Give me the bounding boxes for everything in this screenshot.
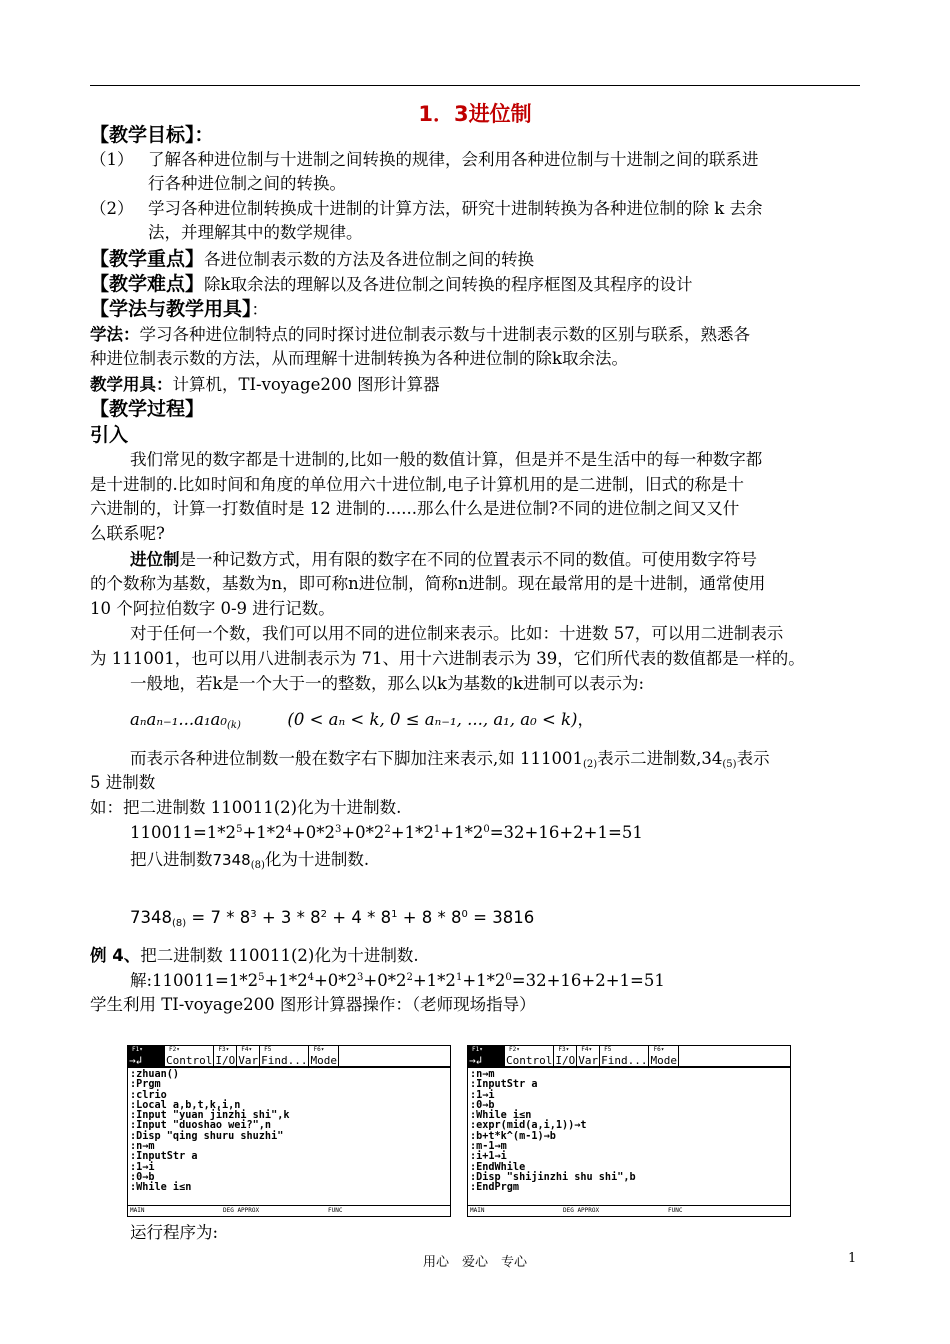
study-method-line1: 学法：学习各种进位制特点的同时探讨进位制表示数与十进制表示数的区别与联系，熟悉各 (90, 325, 750, 344)
menu-var: F4▾ Var (238, 1046, 259, 1067)
definition-line2: 的个数称为基数，基数为n，即可称n进位制，简称n进制。现在最常用的是十进制，通常使用 (90, 574, 766, 593)
intro-para-line1: 我们常见的数字都是十进制的,比如一般的数值计算，但是并不是生活中的每一种数字都 (130, 450, 763, 469)
program-line: :While i≤n (130, 1182, 192, 1194)
example-para-line1: 对于任何一个数，我们可以用不同的进位制来表示。比如：十进数 57，可以用二进制表示 (130, 624, 784, 643)
calculator-menubar (468, 1046, 790, 1068)
menu-var: F4▾ Var (578, 1046, 599, 1067)
program-listing (128, 1068, 450, 1196)
objective-1-line2: 行各种进位制之间的转换。 (148, 174, 346, 193)
program-line: :b+t*k^(m-1)→b (470, 1130, 556, 1142)
objective-2-line2: 法，并理解其中的数学规律。 (148, 223, 363, 242)
program-line: :Disp "shijinzhi shu shi",b (470, 1171, 636, 1183)
program-line: :EndPrgm (470, 1182, 520, 1194)
example1-calculation: $110011=1*2^5+1*2^4+0*2^3+0*2^2+1*2^1+1*2^0=32+16+2+1=51$ (130, 823, 643, 842)
page-number: 1 (848, 1251, 857, 1266)
notation-line1: 而表示各种进位制数一般在数字右下脚加注来表示,如 $111001_{(2)}$表示二进制数$,34_{(5)}$表示 (130, 749, 770, 770)
header-rule (90, 85, 860, 86)
objective-2-line1: （2） 学习各种进位制转换成十进制的计算方法，研究十进制转换为各种进位制的除 k 去余 (90, 199, 763, 218)
example-para-line2: 为 111001，也可以用八进制表示为 71、用十六进制表示为 39，它们所代表的数值都是一样的。 (90, 649, 805, 668)
calculator-menubar (128, 1046, 450, 1068)
program-line: :n→m (470, 1069, 495, 1080)
program-line: :Local a,b,t,k,i,n (130, 1099, 241, 1111)
program-line: :While i≤n (470, 1110, 532, 1122)
program-line: :0→b (470, 1099, 495, 1111)
program-listing (468, 1068, 790, 1196)
intro-para-line4: 么联系呢? (90, 524, 165, 543)
run-program-line: 运行程序为: (130, 1223, 219, 1242)
general-line: 一般地，若k是一个大于一的整数，那么以k为基数的k进制可以表示为: (130, 674, 645, 693)
calculator-status-bar: MAIN DEG APPROX FUNC (128, 1205, 450, 1216)
notation-line2: 5 进制数 (90, 773, 156, 792)
example4-question: 例 4、把二进制数 110011(2)化为十进制数. (90, 946, 419, 965)
process-heading: 【教学过程】 (90, 398, 205, 420)
menu-mode: F6▾ Mode (310, 1046, 337, 1067)
tools-line: 教学用具：计算机，TI-voyage200 图形计算器 (90, 375, 440, 394)
example4-solution: 解$:110011=1*2^5+1*2^4+0*2^3+0*2^2+1*2^1+1*2^0=32+16+2+1=51$ (130, 971, 665, 990)
program-line: :0→b (130, 1171, 155, 1183)
example1-question: 如：把二进制数 110011(2)化为十进制数. (90, 798, 402, 817)
program-line: :expr(mid(a,i,1))→t (470, 1120, 587, 1132)
program-line: :Prgm (130, 1079, 161, 1091)
program-line: :Disp "qing shuru shuzhi" (130, 1130, 284, 1142)
page-title: 1．3进位制 (418, 102, 532, 126)
general-formula: $a_na_{n-1}...a_1a_0_{(k)}$ (0 < aₙ < k, 0 ≤ aₙ₋₁, ..., a₁, a₀ < k)， (130, 710, 594, 731)
program-line: :InputStr a (130, 1151, 198, 1163)
menu-f1: F1▾ →↲ (128, 1046, 165, 1066)
program-line: :EndWhile (470, 1161, 526, 1173)
example2-calculation: $7348_{(8)} = 7 * 8^3 + 3 * 8^2 + 4 * 8^1 + 8 * 8^0 = 3816$ (130, 908, 535, 929)
objective-1-line1: （1） 了解各种进位制与十进制之间转换的规律，会利用各种进位制与十进制之间的联系进 (90, 150, 759, 169)
program-line: :clrio (130, 1089, 167, 1101)
menu-f1: F1▾ →↲ (468, 1046, 505, 1066)
intro-para-line3: 六进制的，计算一打数值时是 12 进制的......那么什么是进位制?不同的进位制之间又又什 (90, 499, 740, 518)
program-line: :1→i (130, 1161, 155, 1173)
program-line: :i+1→i (470, 1151, 507, 1163)
program-line: :Input "duoshao wei?",n (130, 1120, 272, 1132)
program-line: :m-1→m (470, 1141, 507, 1153)
program-line: :Input "yuan jinzhi shi",k (130, 1110, 290, 1122)
menu-mode: F6▾ Mode (650, 1046, 677, 1067)
program-line: :1→i (470, 1089, 495, 1101)
menu-find: F5 Find... (601, 1046, 648, 1067)
difficulty: 【教学难点】除k取余法的理解以及各进位制之间转换的程序框图及其程序的设计 (90, 273, 693, 295)
methods-heading: 【学法与教学用具】： (90, 298, 269, 320)
student-operation-line: 学生利用 TI-voyage200 图形计算器操作：（老师现场指导） (90, 995, 536, 1014)
example2-question: 把八进制数$7348_{(8)}$化为十进制数. (130, 850, 370, 871)
footer-slogan: 用心 爱心 专心 (422, 1255, 527, 1270)
program-line: :n→m (130, 1141, 155, 1153)
program-line: :InputStr a (470, 1079, 538, 1091)
study-method-line2: 种进位制表示数的方法，从而理解十进制转换为各种进位制的除k取余法。 (90, 349, 628, 368)
menu-io: F3▾ I/O (555, 1046, 576, 1067)
menu-control: F2▾ Control (166, 1046, 213, 1067)
definition-line3: 10 个阿拉伯数字 0-9 进行记数。 (90, 599, 335, 618)
calculator-screen-2 (467, 1045, 791, 1217)
calculator-status-bar: MAIN DEG APPROX FUNC (468, 1205, 790, 1216)
menu-io: F3▾ I/O (215, 1046, 236, 1067)
intro-heading: 引入 (90, 424, 129, 446)
intro-para-line2: 是十进制的.比如时间和角度的单位用六十进位制,电子计算机用的是二进制，旧式的称是十 (90, 475, 744, 494)
objectives-heading: 【教学目标】： (90, 124, 214, 146)
menu-control: F2▾ Control (506, 1046, 553, 1067)
definition-line1: 进位制是一种记数方式，用有限的数字在不同的位置表示不同的数值。可使用数字符号 (130, 550, 757, 569)
calculator-screen-1 (127, 1045, 451, 1217)
menu-find: F5 Find... (261, 1046, 308, 1067)
key-point: 【教学重点】各进位制表示数的方法及各进位制之间的转换 (90, 248, 535, 270)
program-line: :zhuan() (130, 1069, 180, 1080)
